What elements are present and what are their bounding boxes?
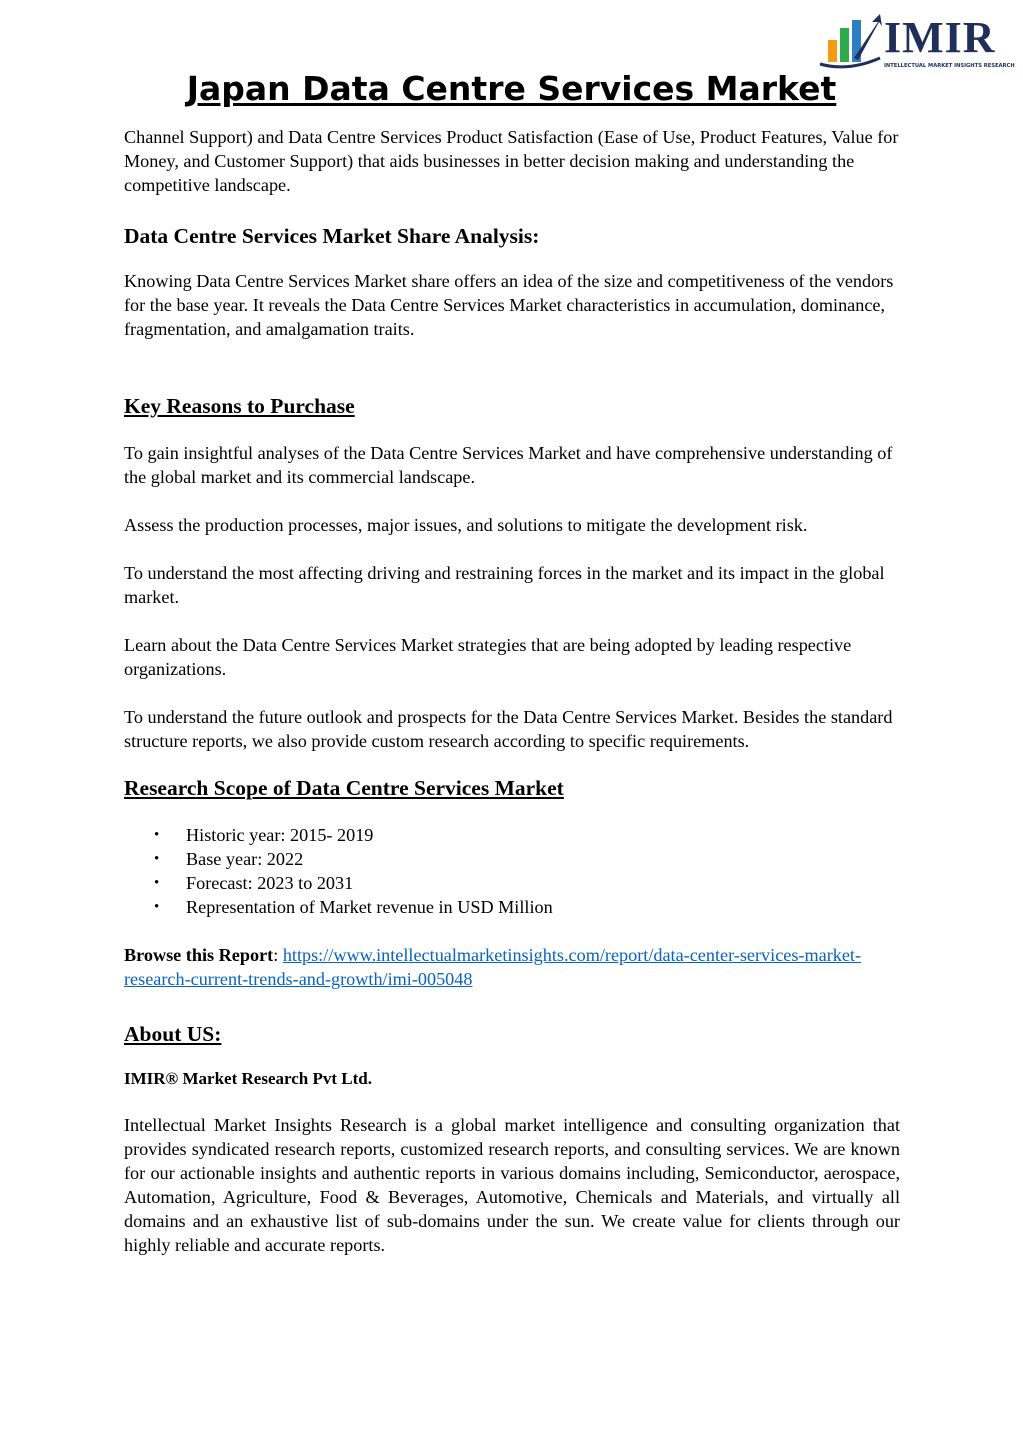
key-reason-paragraph: To understand the most affecting driving and restraining forces in the market and its impact in the global market. [124,563,885,607]
list-item: • Representation of Market revenue in USD Million [186,895,900,919]
logo-wordmark: IMIR [884,13,996,62]
list-item: • Forecast: 2023 to 2031 [186,871,900,895]
document-body [124,125,900,1257]
key-reason-paragraph: Assess the production processes, major issues, and solutions to mitigate the development risk. [124,515,808,535]
page-title: Japan Data Centre Services Market [186,69,837,108]
key-reason-paragraph: To gain insightful analyses of the Data Centre Services Market and have comprehensive understanding of the global market and its commercial landscape. [124,443,893,487]
about-heading: About US: [124,1022,222,1046]
logo-bars-icon [818,14,884,74]
research-scope-list [124,823,900,919]
imir-logo [818,13,1015,74]
research-scope-heading: Research Scope of Data Centre Services Market [124,776,564,800]
key-reasons-heading: Key Reasons to Purchase [124,394,355,418]
logo-tagline: INTELLECTUAL MARKET INSIGHTS RESEARCH [884,63,1015,69]
report-link[interactable]: https://www.intellectualmarketinsights.com/report/data-center-services-market-research-current-trends-and-growth/imi-005048 [124,945,862,989]
key-reason-paragraph: Learn about the Data Centre Services Market strategies that are being adopted by leading respective organizations. [124,635,852,679]
share-analysis-paragraph: Knowing Data Centre Services Market share offers an idea of the size and competitiveness of the vendors for the base year. It reveals the Data Centre Services Market characteristics in accumulation, dominance, fragmentation, and amalgamation traits. [124,271,894,339]
company-name: IMIR® Market Research Pvt Ltd. [124,1069,372,1088]
key-reason-paragraph: To understand the future outlook and prospects for the Data Centre Services Market. Besides the standard structure reports, we also provide custom research according to specific requirements. [124,707,893,751]
browse-report-line [124,943,900,991]
share-analysis-heading: Data Centre Services Market Share Analysis: [124,224,540,248]
about-paragraph: Intellectual Market Insights Research is a global market intelligence and consulting organization that provides syndicated research reports, customized research reports, and consulting services. We are known for our actionable insights and authentic reports in various domains including, Semiconductor, aerospace, Automation, Agriculture, Food & Beverages, Automotive, Chemicals and Materials, and virtually all domains and an exhaustive list of sub-domains under the sun. We create value for clients through our highly reliable and accurate reports. [124,1115,900,1255]
browse-report-label: Browse this Report [124,945,274,965]
list-item: • Historic year: 2015- 2019 [186,823,900,847]
intro-paragraph: Channel Support) and Data Centre Services Product Satisfaction (Ease of Use, Product Features, Value for Money, and Customer Support) that aids businesses in better decision making and understanding the competitive landscape. [124,127,899,195]
list-item: • Base year: 2022 [186,847,900,871]
browse-separator: : [273,945,279,965]
